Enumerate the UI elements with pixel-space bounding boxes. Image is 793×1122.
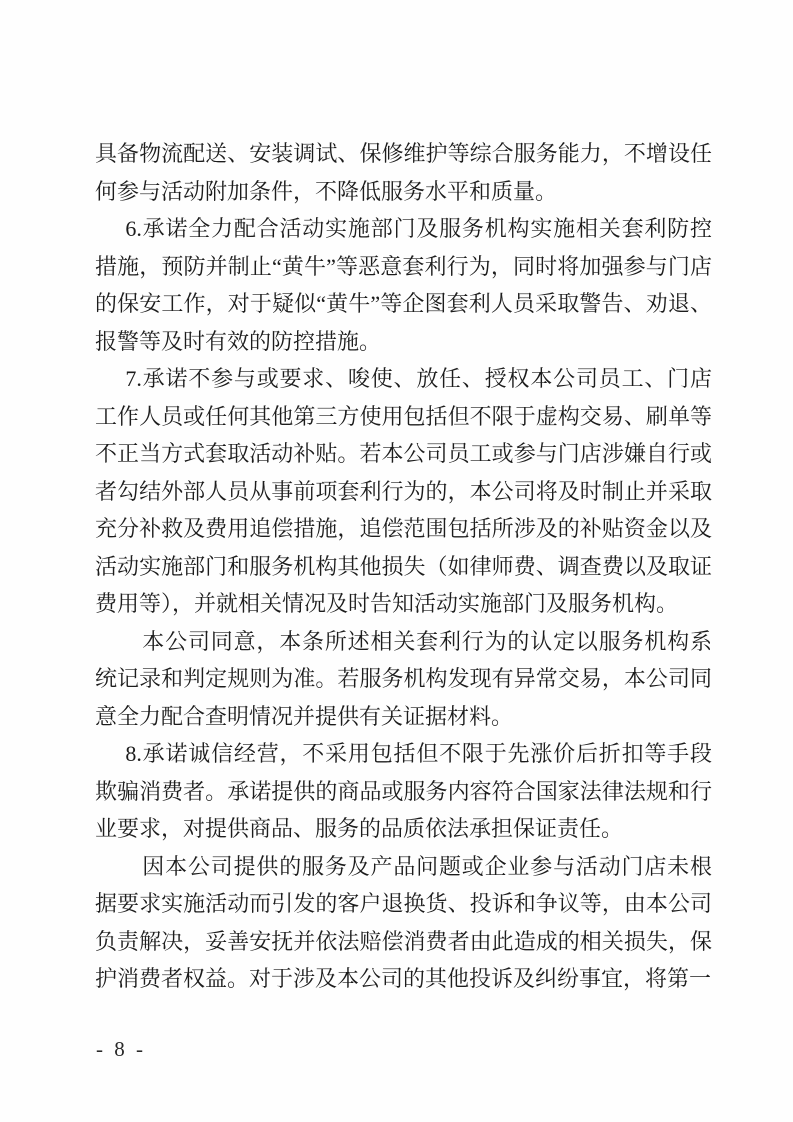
paragraph-clause-8: 8.承诺诚信经营，不采用包括但不限于先涨价后折扣等手段欺骗消费者。承诺提供的商品或服务内容符合国家法律法规和行业要求，对提供商品、服务的品质依法承担保证责任。	[95, 741, 712, 841]
document-body-text	[95, 135, 712, 998]
paragraph-continuation: 具备物流配送、安装调试、保修维护等综合服务能力，不增设任何参与活动附加条件，不降低服务水平和质量。	[95, 141, 712, 204]
paragraph-clause-7: 7.承诺不参与或要求、唆使、放任、授权本公司员工、门店工作人员或任何其他第三方使用包括但不限于虚构交易、刷单等不正当方式套取活动补贴。若本公司员工或参与门店涉嫌自行或者勾结外部人员从事前项套利行为的，本公司将及时制止并采取充分补救及费用追偿措施，追偿范围包括所涉及的补贴资金以及活动实施部门和服务机构其他损失（如律师费、调查费以及取证费用等），并就相关情况及时告知活动实施部门及服务机构。	[95, 366, 712, 616]
paragraph-agreement: 本公司同意，本条所述相关套利行为的认定以服务机构系统记录和判定规则为准。若服务机构发现有异常交易，本公司同意全力配合查明情况并提供有关证据材料。	[95, 628, 712, 729]
page-number: - 8 -	[96, 1037, 146, 1061]
paragraph-consumer-protection: 因本公司提供的服务及产品问题或企业参与活动门店未根据要求实施活动而引发的客户退换货、投诉和争议等，由本公司负责解决，妥善安抚并依法赔偿消费者由此造成的相关损失，保护消费者权益。对于涉及本公司的其他投诉及纠纷事宜，将第一	[95, 853, 712, 991]
paragraph-clause-6: 6.承诺全力配合活动实施部门及服务机构实施相关套利防控措施，预防并制止“黄牛”等恶意套利行为，同时将加强参与门店的保安工作，对于疑似“黄牛”等企图套利人员采取警告、劝退、报警等及时有效的防控措施。	[95, 216, 712, 354]
